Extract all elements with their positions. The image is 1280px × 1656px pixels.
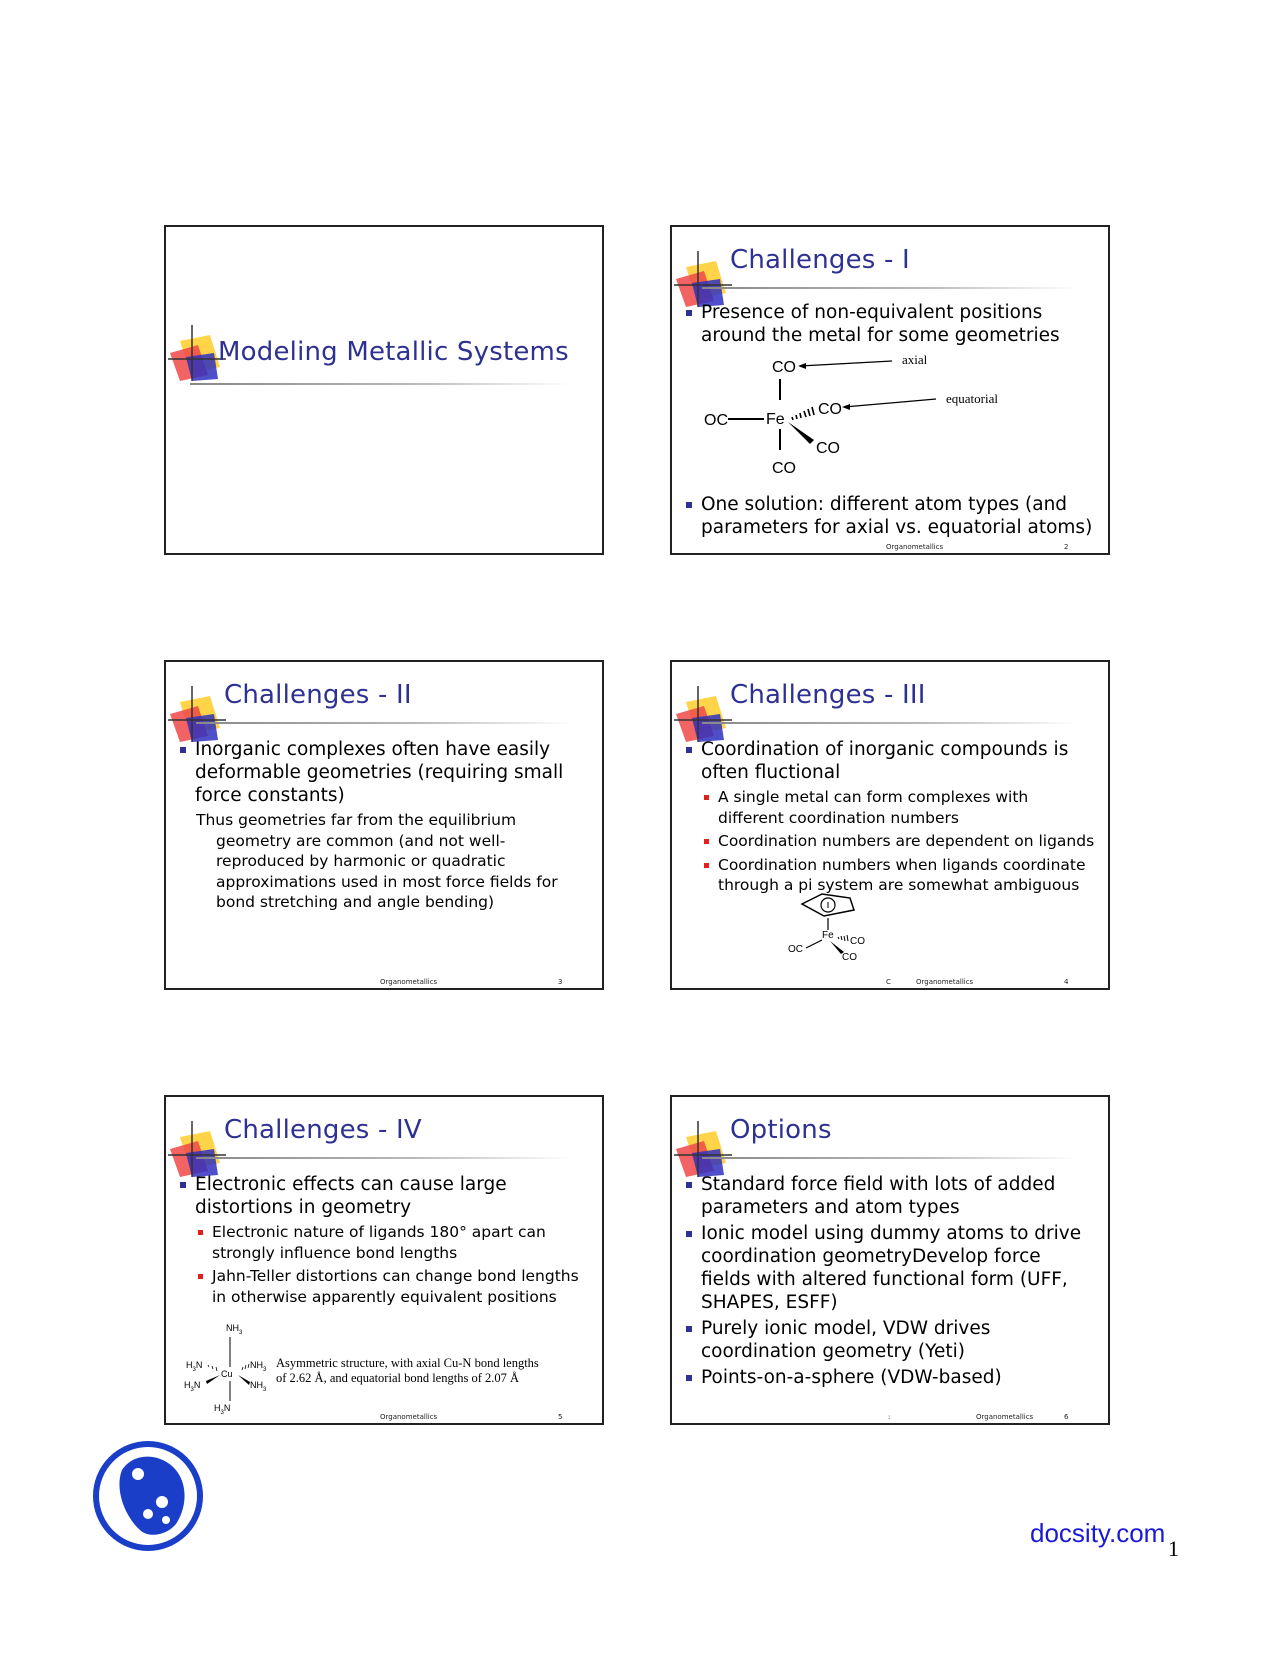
footer-label: Organometallics	[380, 1413, 438, 1421]
slide-number: 4	[1064, 978, 1069, 986]
fe-label: Fe	[822, 930, 834, 941]
c-label: C	[886, 978, 891, 986]
oc-label: OC	[788, 944, 803, 955]
list-item	[178, 1173, 590, 1307]
slide-title: Challenges - IV	[224, 1115, 422, 1145]
slide-decoration-icon	[674, 249, 734, 309]
svg-text:H3N	[184, 1380, 200, 1393]
h3n-label: H	[186, 1360, 193, 1370]
svg-text:NH3	[226, 1323, 243, 1336]
title-rule	[702, 722, 1078, 724]
svg-text:H3N	[214, 1403, 230, 1415]
co-label: CO	[818, 401, 842, 418]
list-item-text: Coordination of inorganic compounds is often fluctional	[701, 739, 1069, 783]
title-rule	[190, 383, 572, 385]
slide-decoration-icon	[168, 1119, 228, 1179]
slide-6	[670, 1095, 1110, 1425]
cp-fe-structure	[772, 890, 892, 980]
sub-list-item: Electronic nature of ligands 180° apart can strongly influence bond lengths	[195, 1222, 590, 1263]
slide-2	[670, 225, 1110, 555]
n-label: N	[223, 1403, 231, 1413]
page-number: 1	[1168, 1536, 1179, 1561]
svg-text:NH3	[250, 1360, 267, 1373]
nh3-label: NH	[250, 1360, 263, 1370]
slide-title: Challenges - II	[224, 680, 412, 710]
oc-label: OC	[704, 412, 728, 429]
list-item: Standard force field with lots of added parameters and atom types	[684, 1173, 1096, 1219]
figure-caption: Asymmetric structure, with axial Cu-N bond lengths	[276, 1356, 539, 1370]
figure-caption: of 2.62 Å, and equatorial bond lengths of 2.07 Å	[276, 1371, 520, 1385]
slide-decoration-icon	[674, 1119, 734, 1179]
list-item: Points-on-a-sphere (VDW-based)	[684, 1366, 1096, 1389]
docsity-link[interactable]: docsity.com	[1030, 1518, 1166, 1548]
title-rule	[196, 1157, 572, 1159]
h3n-label: H	[214, 1403, 221, 1413]
footer-label: Organometallics	[976, 1413, 1034, 1421]
co-label: CO	[772, 460, 796, 477]
svg-text:NH3	[250, 1380, 267, 1393]
footer-label: Organometallics	[380, 978, 438, 986]
nh3-label: NH	[250, 1380, 263, 1390]
slide-decoration-icon	[674, 684, 734, 744]
subscript: 3	[190, 1387, 194, 1393]
equatorial-label: equatorial	[946, 391, 998, 406]
n-label: N	[193, 1380, 201, 1390]
sub-list-item: Jahn-Teller distortions can change bond lengths in otherwise apparently equivalent positions	[195, 1266, 590, 1307]
slide-title: Challenges - III	[730, 680, 926, 710]
cu-nh3-structure	[176, 1319, 596, 1415]
title-rule	[702, 287, 1078, 289]
fe-label: Fe	[766, 411, 785, 428]
slide-number: 3	[558, 978, 563, 986]
colon-mark: :	[888, 1413, 891, 1421]
subscript: 3	[220, 1410, 224, 1415]
sub-list-item: Coordination numbers are dependent on ligands	[701, 831, 1096, 852]
subscript: 3	[239, 1330, 243, 1336]
subscript: 3	[263, 1367, 267, 1373]
nh3-label: NH	[226, 1323, 239, 1333]
slide-number: 6	[1064, 1413, 1069, 1421]
subscript: 3	[263, 1387, 267, 1393]
slide-number: 2	[1064, 543, 1069, 551]
co-label: CO	[850, 936, 865, 947]
co-label: CO	[842, 952, 857, 963]
list-item	[684, 738, 1096, 896]
list-item-text: Electronic effects can cause large distortions in geometry	[195, 1174, 507, 1218]
axial-label: axial	[902, 352, 928, 367]
list-item: Presence of non-equivalent positions around the metal for some geometries	[684, 301, 1096, 347]
title-rule	[196, 722, 572, 724]
list-item: Inorganic complexes often have easily deformable geometries (requiring small force constants)	[178, 738, 590, 807]
sub-list-item: Coordination numbers when ligands coordinate through a pi system are somewhat ambiguous	[701, 855, 1096, 896]
slide-4	[670, 660, 1110, 990]
slide-title: Challenges - I	[730, 245, 910, 275]
slide-1	[164, 225, 604, 555]
docsity-logo-icon[interactable]	[92, 1440, 204, 1552]
footer-label: Organometallics	[916, 978, 974, 986]
title-rule	[702, 1157, 1078, 1159]
note-text: Thus geometries far from the equilibrium geometry are common (and not well-reproduced by harmonic or quadratic approximations used in most force fields for bond stretching and angle bending)	[196, 811, 558, 911]
cu-label: Cu	[221, 1369, 233, 1379]
slide-title: Options	[730, 1115, 832, 1145]
slide-title: Modeling Metallic Systems	[218, 337, 569, 367]
n-label: N	[195, 1360, 203, 1370]
co-label: CO	[772, 359, 796, 376]
fe-co5-structure	[672, 352, 1110, 487]
h3n-label: H	[184, 1380, 191, 1390]
footer-label: Organometallics	[886, 543, 944, 551]
sub-list-item: A single metal can form complexes with different coordination numbers	[701, 787, 1096, 828]
slide-5	[164, 1095, 604, 1425]
list-item: One solution: different atom types (and parameters for axial vs. equatorial atoms)	[684, 493, 1096, 539]
subscript: 3	[192, 1367, 196, 1373]
list-item: Ionic model using dummy atoms to drive coordination geometryDevelop force fields with altered functional form (UFF, SHAPES, ESFF)	[684, 1222, 1096, 1314]
co-label: CO	[816, 440, 840, 457]
slide-number: 5	[558, 1413, 563, 1421]
list-item: Purely ionic model, VDW drives coordination geometry (Yeti)	[684, 1317, 1096, 1363]
slide-decoration-icon	[168, 684, 228, 744]
svg-text:H3N	[186, 1360, 202, 1373]
slide-3	[164, 660, 604, 990]
